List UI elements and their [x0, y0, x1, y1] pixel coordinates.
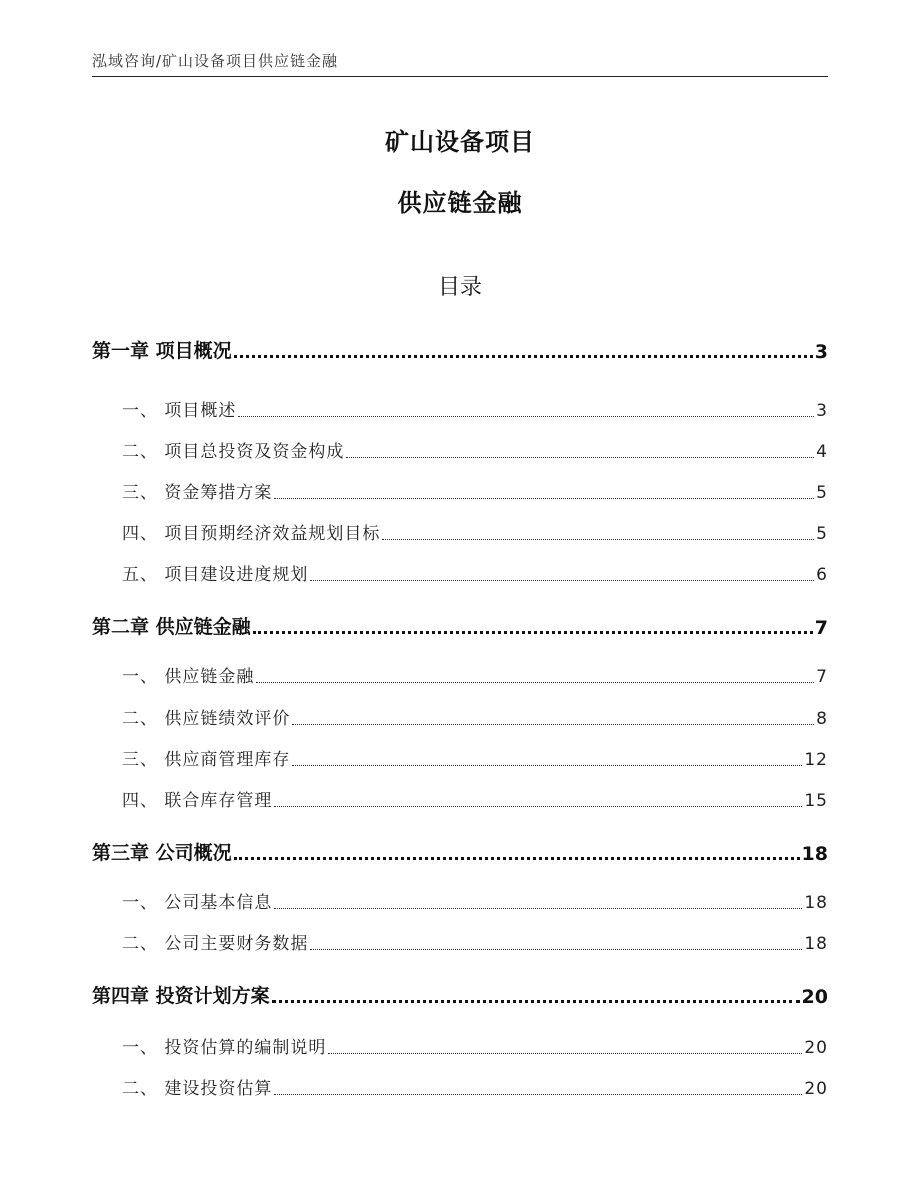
toc-chapter-label: 第二章 供应链金融	[92, 616, 251, 638]
toc-entry[interactable]	[92, 786, 828, 811]
toc-entry[interactable]	[92, 929, 828, 954]
leader-dots	[238, 416, 814, 417]
toc-entry-label: 二、 建设投资估算	[122, 1079, 273, 1099]
toc-page-number: 12	[804, 750, 828, 770]
toc-page-number: 18	[804, 893, 828, 913]
toc-entry-label: 三、 资金筹措方案	[122, 483, 273, 503]
toc-entry[interactable]	[92, 478, 828, 503]
toc-page-number: 3	[814, 341, 828, 363]
leader-dots	[292, 724, 814, 725]
leader-dots	[256, 682, 814, 683]
toc-entry-label: 一、 项目概述	[122, 401, 237, 421]
document-title-line2: 供应链金融	[397, 189, 523, 217]
toc-chapter-label: 第四章 投资计划方案	[92, 985, 270, 1007]
toc-chapter-label: 第三章 公司概况	[92, 842, 232, 864]
toc-entry[interactable]	[92, 888, 828, 913]
leader-dots	[274, 806, 802, 807]
leader-dots	[382, 539, 814, 540]
toc-entry-label: 四、 联合库存管理	[122, 791, 273, 811]
leader-dots	[234, 355, 813, 358]
toc-page-number: 20	[804, 1079, 828, 1099]
toc-page-number: 7	[814, 617, 828, 639]
toc-chapter-2[interactable]	[92, 612, 828, 639]
toc-entry-label: 二、 供应链绩效评价	[122, 709, 291, 729]
leader-dots	[310, 580, 814, 581]
leader-dots	[328, 1053, 802, 1054]
toc-entry[interactable]	[92, 704, 828, 729]
toc-entry-label: 一、 公司基本信息	[122, 893, 273, 913]
leader-dots	[310, 949, 802, 950]
toc-entry[interactable]	[92, 396, 828, 421]
toc-page-number: 20	[804, 1038, 828, 1058]
toc-page-number: 7	[816, 667, 828, 687]
toc-entry[interactable]	[92, 560, 828, 585]
leader-dots	[274, 908, 802, 909]
document-title-line1: 矿山设备项目	[385, 128, 535, 156]
toc-page-number: 8	[816, 709, 828, 729]
running-header: 泓域咨询/矿山设备项目供应链金融	[92, 52, 339, 70]
leader-dots	[346, 457, 814, 458]
toc-entry-label: 五、 项目建设进度规划	[122, 565, 309, 585]
toc-page-number: 15	[804, 791, 828, 811]
toc-chapter-4[interactable]	[92, 981, 828, 1008]
toc-entry[interactable]	[92, 662, 828, 687]
leader-dots	[274, 1094, 802, 1095]
leader-dots	[292, 765, 802, 766]
toc-page-number: 5	[816, 483, 828, 503]
toc-page-number: 18	[801, 843, 828, 865]
toc-entry-label: 一、 供应链金融	[122, 667, 255, 687]
toc-page-number: 3	[816, 401, 828, 421]
toc-entry[interactable]	[92, 745, 828, 770]
toc-chapter-label: 第一章 项目概况	[92, 340, 232, 362]
leader-dots	[274, 498, 814, 499]
toc-entry-label: 三、 供应商管理库存	[122, 750, 291, 770]
toc-entry-label: 一、 投资估算的编制说明	[122, 1038, 327, 1058]
toc-page-number: 6	[816, 565, 828, 585]
toc-entry[interactable]	[92, 519, 828, 544]
toc-entry[interactable]	[92, 1033, 828, 1058]
toc-page-number: 18	[804, 934, 828, 954]
toc-entry[interactable]	[92, 437, 828, 462]
toc-chapter-1[interactable]	[92, 336, 828, 363]
toc-entry[interactable]	[92, 1074, 828, 1099]
toc-heading: 目录	[437, 275, 482, 300]
toc-page-number: 5	[816, 524, 828, 544]
toc-page-number: 20	[801, 986, 828, 1008]
toc-chapter-3[interactable]	[92, 838, 828, 865]
toc-entry-label: 四、 项目预期经济效益规划目标	[122, 524, 381, 544]
leader-dots	[272, 1000, 800, 1003]
toc-entry-label: 二、 公司主要财务数据	[122, 934, 309, 954]
leader-dots	[234, 857, 800, 860]
header-rule	[92, 76, 828, 77]
toc-page-number: 4	[816, 442, 828, 462]
leader-dots	[253, 631, 813, 634]
toc-entry-label: 二、 项目总投资及资金构成	[122, 442, 345, 462]
